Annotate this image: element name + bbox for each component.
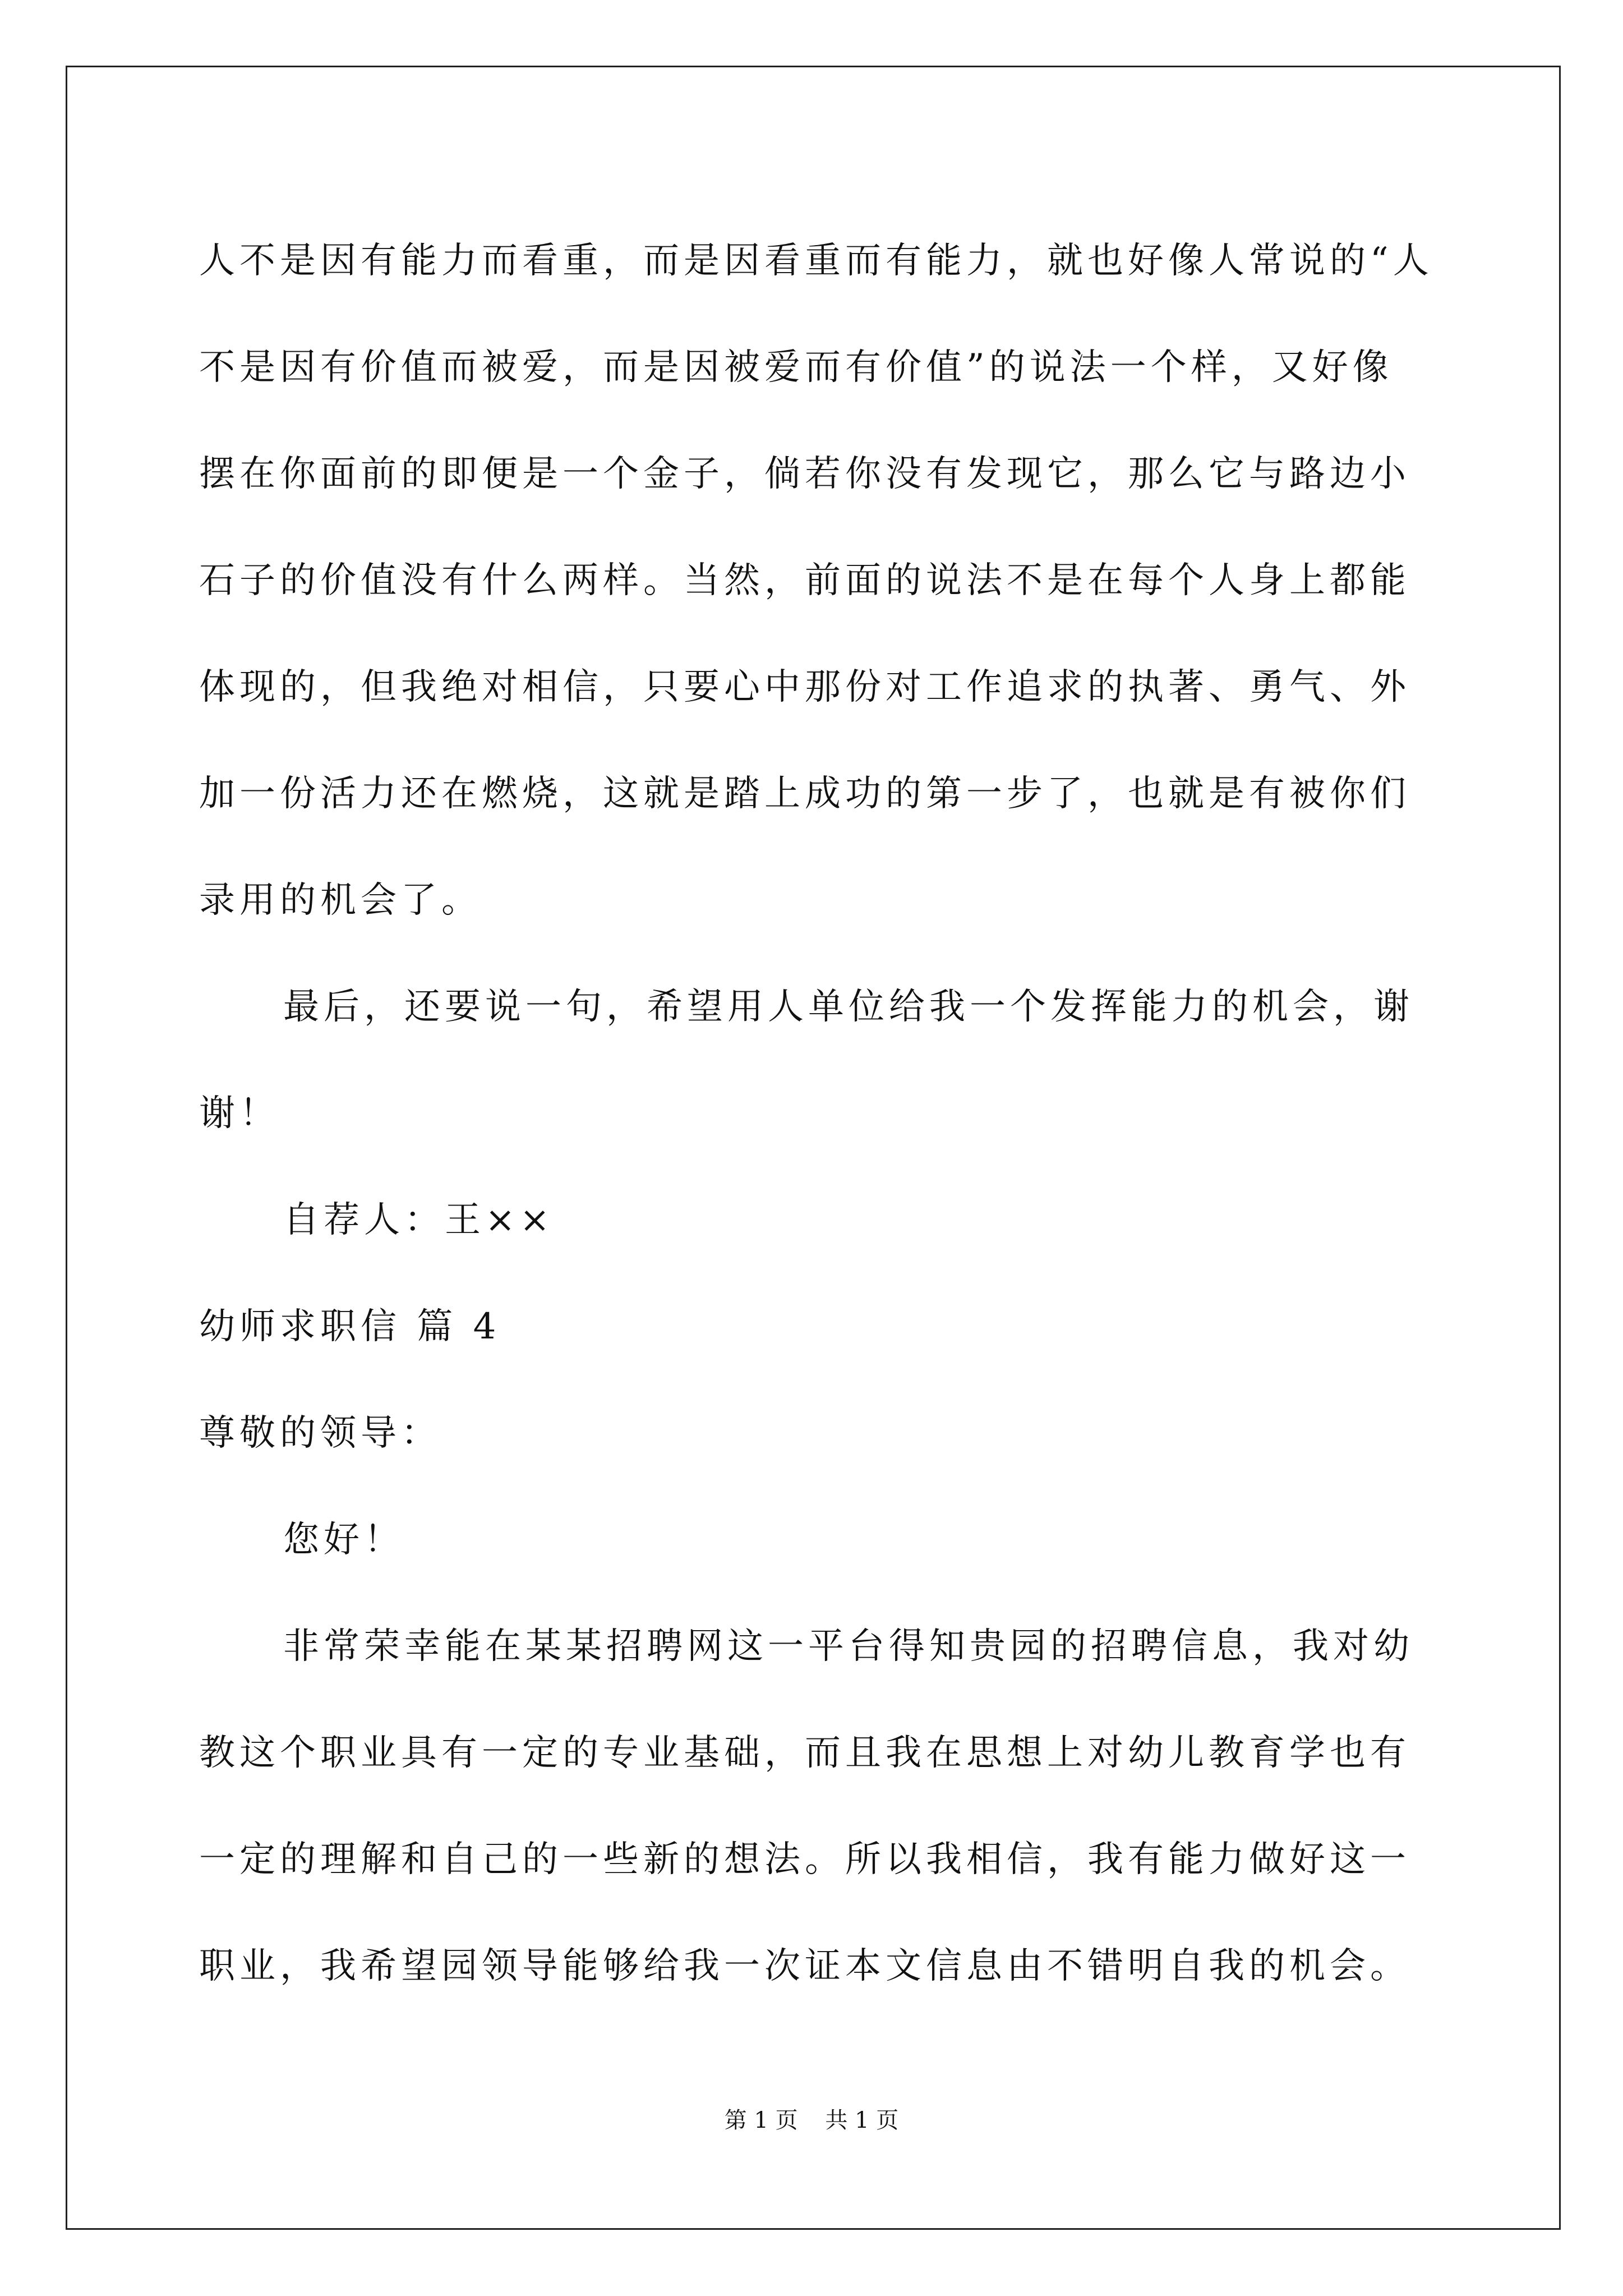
greeting: 您好！ <box>283 1519 404 1561</box>
text-line: 加一份活力还在燃烧，这就是踏上成功的第一步了，也就是有被你们 <box>199 773 1410 815</box>
paragraph-closing: 最后，还要说一句，希望用人单位给我一个发挥能力的机会，谢 <box>283 986 1414 1028</box>
signature-line: 自荐人：王×× <box>283 1199 555 1241</box>
text-line: 录用的机会了。 <box>199 880 482 921</box>
text-line: 摆在你面前的即便是一个金子，倘若你没有发现它，那么它与路边小 <box>199 453 1410 495</box>
text-line: 体现的，但我绝对相信，只要心中那份对工作追求的执著、勇气、外 <box>199 666 1410 708</box>
text-line: 教这个职业具有一定的专业基础，而且我在思想上对幼儿教育学也有 <box>199 1732 1410 1774</box>
text-line: 一定的理解和自己的一些新的想法。所以我相信，我有能力做好这一 <box>199 1839 1410 1880</box>
page-total: 共 1 页 <box>825 2108 899 2133</box>
document-body <box>199 208 1433 2019</box>
page-number: 第 1 页 <box>724 2108 798 2133</box>
text-line: 人不是因有能力而看重，而是因看重而有能力，就也好像人常说的“人 <box>199 240 1433 282</box>
text-line: 石子的价值没有什么两样。当然，前面的说法不是在每个人身上都能 <box>199 560 1410 601</box>
section-heading: 幼师求职信 篇 4 <box>199 1306 501 1347</box>
paragraph-intro: 非常荣幸能在某某招聘网这一平台得知贵园的招聘信息，我对幼 <box>283 1626 1414 1667</box>
page-footer <box>0 2104 1623 2137</box>
salutation: 尊敬的领导： <box>199 1412 441 1454</box>
text-line: 谢！ <box>199 1093 280 1134</box>
text-line: 职业，我希望园领导能够给我一次证本文信息由不错明自我的机会。 <box>199 1945 1410 1987</box>
text-line: 不是因有价值而被爱，而是因被爱而有价值”的说法一个样，又好像 <box>199 347 1393 388</box>
